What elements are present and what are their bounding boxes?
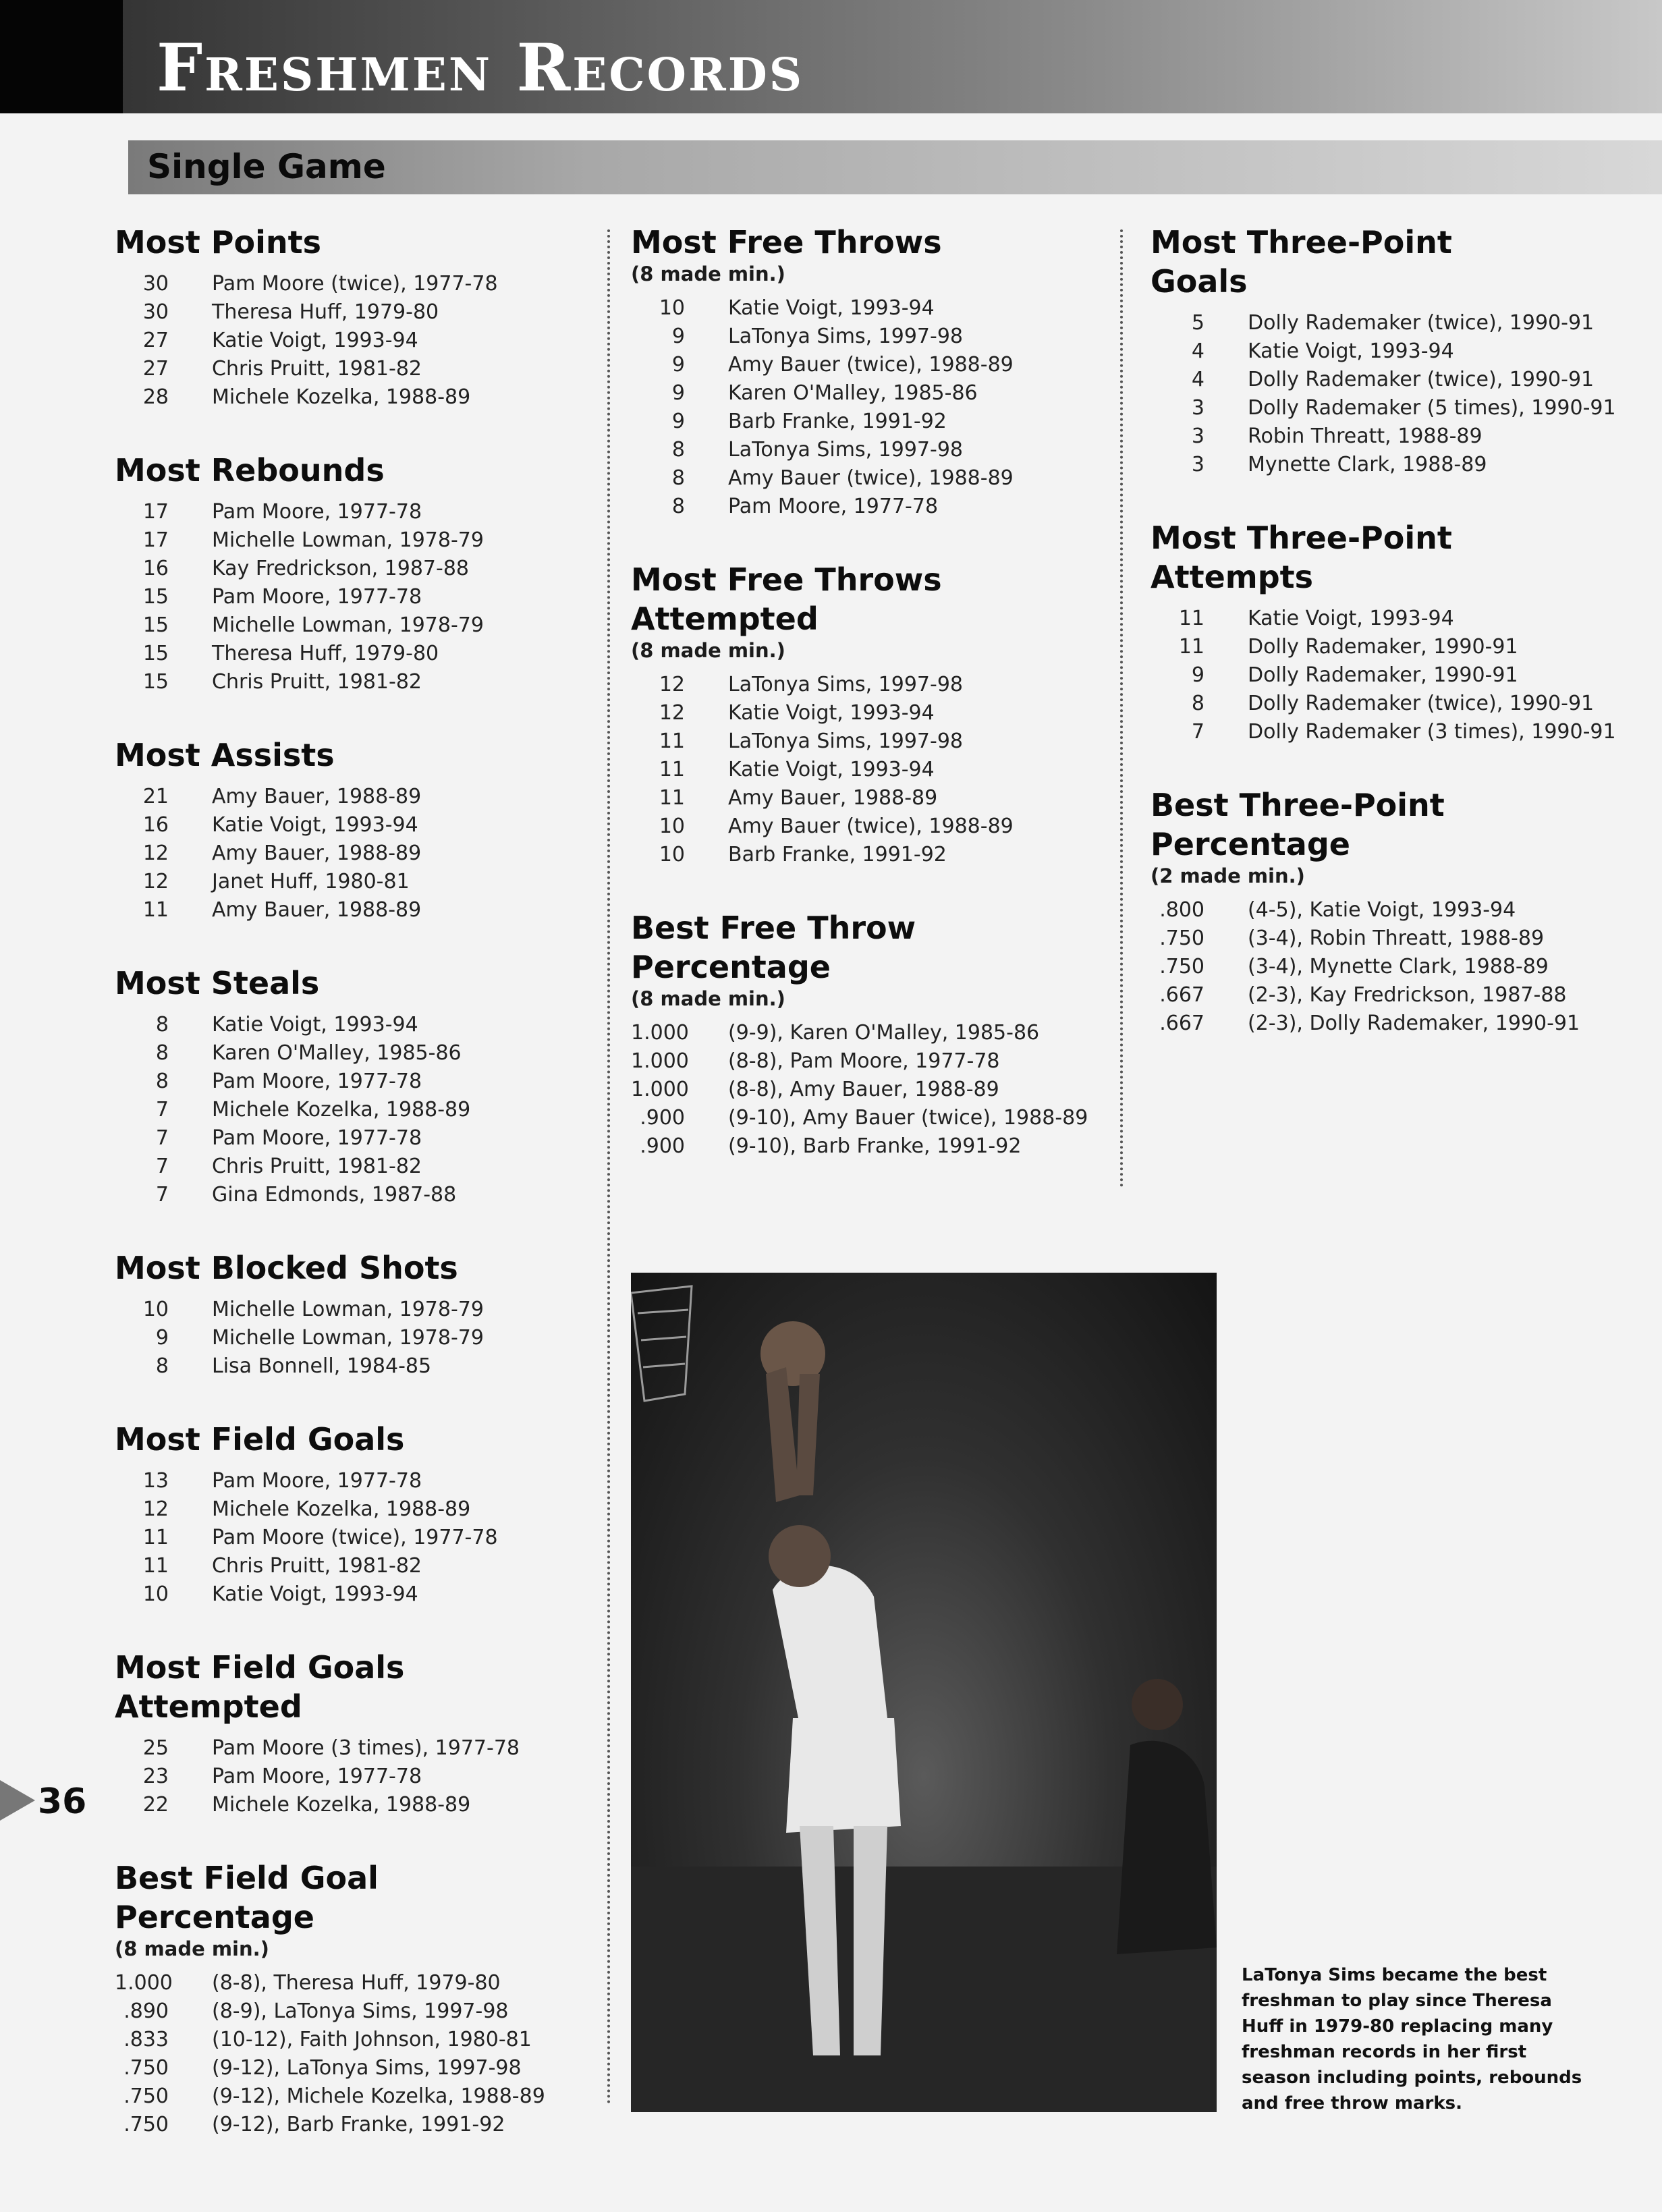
record-section-most-blocked-shots [115, 1248, 601, 1381]
record-row [115, 839, 601, 868]
record-row [631, 1019, 1113, 1047]
record-holder: Michele Kozelka, 1988-89 [212, 385, 471, 409]
record-row [115, 1763, 601, 1791]
record-value: .900 [640, 1106, 685, 1130]
record-holder: (8-8), Amy Bauer, 1988-89 [728, 1078, 999, 1101]
record-row [115, 1791, 601, 1819]
record-value: 10 [142, 1298, 169, 1321]
record-holder: Dolly Rademaker, 1990-91 [1248, 635, 1518, 659]
basketball-player-illustration [631, 1273, 1217, 2112]
record-holder: Katie Voigt, 1993-94 [1248, 339, 1454, 363]
record-value: 8 [671, 438, 685, 462]
record-section-most-three-point-attempts [1151, 518, 1636, 746]
record-value: 8 [671, 495, 685, 518]
record-row [115, 1524, 601, 1552]
record-row [631, 436, 1113, 464]
record-holder: Chris Pruitt, 1981-82 [212, 670, 422, 694]
record-value: 23 [142, 1765, 169, 1788]
page-title: Freshmen Records [157, 30, 804, 106]
record-holder: Pam Moore (twice), 1977-78 [212, 1526, 498, 1549]
record-holder: Janet Huff, 1980-81 [212, 870, 410, 893]
record-holder: (9-12), Barb Franke, 1991-92 [212, 2113, 505, 2136]
record-section-best-free-throw-percentage [631, 908, 1113, 1161]
record-holder: Pam Moore, 1977-78 [212, 585, 422, 609]
record-holder: Dolly Rademaker (twice), 1990-91 [1248, 368, 1595, 391]
record-holder: Katie Voigt, 1993-94 [212, 329, 418, 352]
record-value: 5 [1191, 311, 1204, 335]
record-section-most-free-throws [631, 223, 1113, 521]
record-holder: Theresa Huff, 1979-80 [212, 642, 439, 665]
record-value: 13 [142, 1469, 169, 1493]
record-row [115, 383, 601, 412]
record-row [115, 1039, 601, 1068]
record-holder: Michelle Lowman, 1978-79 [212, 1326, 484, 1350]
record-row [115, 555, 601, 583]
record-list [115, 1734, 601, 1819]
section-title: Best Three-Point Percentage [1151, 787, 1445, 862]
record-row [1151, 309, 1636, 337]
record-holder: Pam Moore, 1977-78 [212, 1469, 422, 1493]
record-value: 12 [659, 673, 685, 696]
record-list [115, 1011, 601, 1209]
section-title: Most Field Goals [115, 1421, 405, 1458]
record-value: 11 [1178, 607, 1204, 630]
record-holder: (9-10), Amy Bauer (twice), 1988-89 [728, 1106, 1088, 1130]
record-holder: Pam Moore (3 times), 1977-78 [212, 1736, 520, 1760]
record-row [631, 841, 1113, 869]
record-value: 25 [142, 1736, 169, 1760]
record-holder: Amy Bauer, 1988-89 [728, 786, 938, 810]
record-holder: Dolly Rademaker (twice), 1990-91 [1248, 311, 1595, 335]
record-row [115, 1969, 601, 1997]
record-value: 8 [155, 1013, 169, 1036]
record-holder: (8-8), Pam Moore, 1977-78 [728, 1049, 1000, 1073]
record-value: 30 [142, 300, 169, 324]
record-value: 11 [142, 898, 169, 922]
record-holder: Michele Kozelka, 1988-89 [212, 1497, 471, 1521]
record-value: 9 [155, 1326, 169, 1350]
record-list [1151, 309, 1636, 479]
record-row [1151, 718, 1636, 746]
record-holder: (8-9), LaTonya Sims, 1997-98 [212, 1999, 509, 2023]
photo-caption: LaTonya Sims became the best freshman to play since Theresa Huff in 1979-80 replacing many freshman records in her first season including points, rebounds and free throw marks. [1242, 1965, 1582, 2113]
record-holder: Amy Bauer, 1988-89 [212, 785, 422, 808]
section-title: Most Field Goals Attempted [115, 1649, 405, 1725]
record-value: .833 [123, 2028, 169, 2051]
record-holder: Amy Bauer, 1988-89 [212, 841, 422, 865]
record-holder: Karen O'Malley, 1985-86 [212, 1041, 462, 1065]
record-row [115, 2054, 601, 2082]
record-holder: Amy Bauer (twice), 1988-89 [728, 814, 1014, 838]
record-row [115, 355, 601, 383]
record-holder: Chris Pruitt, 1981-82 [212, 1155, 422, 1178]
record-row [115, 1467, 601, 1495]
record-value: 15 [142, 670, 169, 694]
record-row [115, 868, 601, 896]
section-note: (8 made min.) [631, 639, 785, 662]
record-row [631, 294, 1113, 323]
record-holder: Pam Moore, 1977-78 [728, 495, 939, 518]
record-value: 17 [142, 500, 169, 524]
record-value: 9 [671, 381, 685, 405]
record-section-best-three-point-percentage [1151, 785, 1636, 1038]
record-holder: Dolly Rademaker (twice), 1990-91 [1248, 692, 1595, 715]
record-holder: LaTonya Sims, 1997-98 [728, 325, 964, 348]
record-holder: Michele Kozelka, 1988-89 [212, 1793, 471, 1817]
section-title: Most Points [115, 224, 321, 260]
section-title: Most Three-Point Goals [1151, 224, 1452, 300]
record-holder: Chris Pruitt, 1981-82 [212, 357, 422, 381]
record-row [115, 668, 601, 696]
record-row [631, 756, 1113, 784]
record-row [115, 1068, 601, 1096]
record-row [115, 1181, 601, 1209]
record-row [1151, 605, 1636, 633]
record-row [631, 408, 1113, 436]
record-list [115, 1296, 601, 1381]
record-holder: LaTonya Sims, 1997-98 [728, 438, 964, 462]
section-title: Best Field Goal Percentage [115, 1860, 379, 1935]
record-holder: Katie Voigt, 1993-94 [212, 1013, 418, 1036]
record-value: .750 [1159, 927, 1204, 950]
section-title: Most Rebounds [115, 452, 385, 489]
record-holder: (2-3), Dolly Rademaker, 1990-91 [1248, 1012, 1580, 1035]
page-arrow-icon [0, 1780, 35, 1821]
record-row [115, 1153, 601, 1181]
record-holder: Theresa Huff, 1979-80 [212, 300, 439, 324]
record-row [115, 583, 601, 611]
record-row [631, 727, 1113, 756]
record-value: 7 [155, 1183, 169, 1207]
record-value: 11 [142, 1526, 169, 1549]
record-row [1151, 690, 1636, 718]
record-list [631, 294, 1113, 521]
record-row [115, 526, 601, 555]
record-value: .750 [123, 2056, 169, 2080]
record-value: .900 [640, 1134, 685, 1158]
record-holder: Kay Fredrickson, 1987-88 [212, 557, 470, 580]
record-row [115, 640, 601, 668]
record-row [115, 1011, 601, 1039]
record-list [631, 671, 1113, 869]
record-value: 12 [142, 841, 169, 865]
record-holder: Michelle Lowman, 1978-79 [212, 528, 484, 552]
record-holder: Amy Bauer, 1988-89 [212, 898, 422, 922]
section-title: Most Free Throws [631, 224, 942, 260]
record-list [115, 783, 601, 924]
record-value: 9 [671, 325, 685, 348]
record-row [115, 2082, 601, 2111]
record-value: 12 [659, 701, 685, 725]
record-row [115, 298, 601, 327]
section-title: Most Steals [115, 965, 320, 1001]
record-row [115, 811, 601, 839]
section-title: Best Free Throw Percentage [631, 910, 916, 985]
record-value: 9 [1191, 663, 1204, 687]
record-value: 15 [142, 642, 169, 665]
record-row [631, 379, 1113, 408]
record-section-most-three-point-goals [1151, 223, 1636, 479]
record-row [631, 1132, 1113, 1161]
record-value: 8 [155, 1354, 169, 1378]
record-section-most-free-throws-attempted [631, 560, 1113, 869]
record-row [115, 1552, 601, 1580]
record-value: 27 [142, 329, 169, 352]
record-value: 9 [671, 410, 685, 433]
record-value: 7 [155, 1098, 169, 1122]
record-row [631, 1047, 1113, 1076]
record-row [631, 784, 1113, 812]
record-holder: Dolly Rademaker (5 times), 1990-91 [1248, 396, 1616, 420]
record-value: 8 [155, 1070, 169, 1093]
record-list [1151, 605, 1636, 746]
column-divider-2 [1120, 229, 1123, 1188]
record-row [115, 1352, 601, 1381]
record-value: 11 [659, 786, 685, 810]
record-row [1151, 953, 1636, 981]
record-holder: LaTonya Sims, 1997-98 [728, 729, 964, 753]
record-value: 16 [142, 813, 169, 837]
title-block [0, 0, 123, 113]
record-holder: Pam Moore, 1977-78 [212, 500, 422, 524]
record-row [115, 2111, 601, 2139]
record-value: 11 [659, 729, 685, 753]
record-holder: Dolly Rademaker (3 times), 1990-91 [1248, 720, 1616, 744]
record-section-most-assists [115, 736, 601, 924]
record-value: 7 [155, 1126, 169, 1150]
record-value: 16 [142, 557, 169, 580]
record-value: 22 [142, 1793, 169, 1817]
record-value: 1.000 [631, 1021, 689, 1045]
record-holder: Michelle Lowman, 1978-79 [212, 1298, 484, 1321]
record-section-most-field-goals-attempted [115, 1648, 601, 1819]
record-value: 12 [142, 870, 169, 893]
record-row [631, 671, 1113, 699]
record-section-most-rebounds [115, 451, 601, 696]
record-holder: (4-5), Katie Voigt, 1993-94 [1248, 898, 1516, 922]
player-photo [631, 1273, 1217, 2112]
record-value: 1.000 [115, 1971, 173, 1995]
record-holder: Katie Voigt, 1993-94 [1248, 607, 1454, 630]
column-divider-1 [607, 229, 610, 2105]
record-row [115, 327, 601, 355]
record-holder: (3-4), Mynette Clark, 1988-89 [1248, 955, 1549, 978]
record-value: 11 [1178, 635, 1204, 659]
record-value: 7 [1191, 720, 1204, 744]
record-section-most-steals [115, 964, 601, 1209]
record-holder: Michelle Lowman, 1978-79 [212, 613, 484, 637]
record-holder: Robin Threatt, 1988-89 [1248, 424, 1483, 448]
record-row [115, 1495, 601, 1524]
record-value: 11 [142, 1554, 169, 1578]
record-holder: Dolly Rademaker, 1990-91 [1248, 663, 1518, 687]
section-title: Most Free Throws Attempted [631, 561, 942, 637]
record-value: 10 [659, 814, 685, 838]
record-holder: Barb Franke, 1991-92 [728, 843, 947, 866]
record-row [631, 351, 1113, 379]
record-holder: Pam Moore, 1977-78 [212, 1070, 422, 1093]
record-value: 28 [142, 385, 169, 409]
record-holder: (9-10), Barb Franke, 1991-92 [728, 1134, 1022, 1158]
record-value: .800 [1159, 898, 1204, 922]
record-value: 10 [659, 843, 685, 866]
section-note: (8 made min.) [631, 987, 785, 1010]
record-row [631, 464, 1113, 493]
record-row [1151, 633, 1636, 661]
record-row [1151, 924, 1636, 953]
record-value: 8 [155, 1041, 169, 1065]
record-holder: Katie Voigt, 1993-94 [728, 701, 935, 725]
record-row [1151, 661, 1636, 690]
record-holder: Pam Moore, 1977-78 [212, 1126, 422, 1150]
record-row [631, 1104, 1113, 1132]
section-note: (8 made min.) [631, 262, 785, 285]
record-row [115, 1734, 601, 1763]
record-holder: Pam Moore (twice), 1977-78 [212, 272, 498, 296]
record-row [1151, 1010, 1636, 1038]
section-title: Most Three-Point Attempts [1151, 520, 1452, 595]
section-note: (2 made min.) [1151, 864, 1305, 887]
record-holder: Karen O'Malley, 1985-86 [728, 381, 978, 405]
record-holder: (2-3), Kay Fredrickson, 1987-88 [1248, 983, 1567, 1007]
column-3 [1151, 223, 1636, 1077]
record-row [1151, 451, 1636, 479]
record-holder: Lisa Bonnell, 1984-85 [212, 1354, 432, 1378]
page-number: 36 [38, 1781, 87, 1822]
record-row [1151, 394, 1636, 422]
record-holder: Barb Franke, 1991-92 [728, 410, 947, 433]
record-holder: (8-8), Theresa Huff, 1979-80 [212, 1971, 501, 1995]
record-holder: (9-12), Michele Kozelka, 1988-89 [212, 2084, 545, 2108]
record-row [1151, 896, 1636, 924]
record-value: 9 [671, 353, 685, 377]
record-row [115, 498, 601, 526]
record-holder: Amy Bauer (twice), 1988-89 [728, 466, 1014, 490]
record-row [631, 812, 1113, 841]
record-value: 1.000 [631, 1049, 689, 1073]
record-row [631, 323, 1113, 351]
record-value: .667 [1159, 1012, 1204, 1035]
record-value: .750 [123, 2113, 169, 2136]
record-value: 7 [155, 1155, 169, 1178]
record-value: 3 [1191, 424, 1204, 448]
record-row [1151, 981, 1636, 1010]
record-row [115, 1124, 601, 1153]
record-value: 30 [142, 272, 169, 296]
record-value: 3 [1191, 453, 1204, 476]
record-value: .750 [1159, 955, 1204, 978]
record-row [631, 1076, 1113, 1104]
record-holder: Katie Voigt, 1993-94 [728, 296, 935, 320]
record-list [115, 1969, 601, 2139]
record-value: .750 [123, 2084, 169, 2108]
section-title: Most Blocked Shots [115, 1250, 458, 1286]
record-value: 12 [142, 1497, 169, 1521]
record-holder: Pam Moore, 1977-78 [212, 1765, 422, 1788]
record-value: 8 [671, 466, 685, 490]
record-value: 3 [1191, 396, 1204, 420]
record-row [115, 1324, 601, 1352]
record-value: 10 [659, 296, 685, 320]
record-holder: Katie Voigt, 1993-94 [212, 1582, 418, 1606]
record-holder: Katie Voigt, 1993-94 [728, 758, 935, 781]
record-section-best-field-goal-percentage [115, 1858, 601, 2139]
record-value: .890 [123, 1999, 169, 2023]
record-row [115, 783, 601, 811]
record-value: 4 [1191, 368, 1204, 391]
record-list [115, 498, 601, 696]
column-1 [115, 223, 601, 2178]
record-list [631, 1019, 1113, 1161]
record-value: 15 [142, 585, 169, 609]
record-row [115, 611, 601, 640]
record-value: 8 [1191, 692, 1204, 715]
record-holder: (9-9), Karen O'Malley, 1985-86 [728, 1021, 1040, 1045]
record-row [115, 1997, 601, 2026]
section-title: Most Assists [115, 737, 335, 773]
record-holder: (10-12), Faith Johnson, 1980-81 [212, 2028, 532, 2051]
record-section-most-field-goals [115, 1420, 601, 1609]
record-row [115, 1296, 601, 1324]
record-holder: LaTonya Sims, 1997-98 [728, 673, 964, 696]
record-value: 4 [1191, 339, 1204, 363]
record-section-most-points [115, 223, 601, 412]
record-value: 15 [142, 613, 169, 637]
section-subtitle: Single Game [147, 147, 386, 186]
record-value: 21 [142, 785, 169, 808]
record-value: 11 [659, 758, 685, 781]
record-row [1151, 337, 1636, 366]
record-holder: (3-4), Robin Threatt, 1988-89 [1248, 927, 1545, 950]
record-row [1151, 422, 1636, 451]
record-value: 17 [142, 528, 169, 552]
record-value: 10 [142, 1582, 169, 1606]
record-value: 27 [142, 357, 169, 381]
record-holder: Chris Pruitt, 1981-82 [212, 1554, 422, 1578]
record-holder: Amy Bauer (twice), 1988-89 [728, 353, 1014, 377]
record-row [115, 270, 601, 298]
record-value: 1.000 [631, 1078, 689, 1101]
record-list [1151, 896, 1636, 1038]
record-row [115, 896, 601, 924]
record-holder: (9-12), LaTonya Sims, 1997-98 [212, 2056, 522, 2080]
record-row [115, 1580, 601, 1609]
record-row [115, 1096, 601, 1124]
column-2 [631, 223, 1113, 1200]
record-list [115, 270, 601, 412]
record-holder: Gina Edmonds, 1987-88 [212, 1183, 457, 1207]
section-note: (8 made min.) [115, 1937, 269, 1960]
record-row [631, 493, 1113, 521]
record-row [631, 699, 1113, 727]
record-value: .667 [1159, 983, 1204, 1007]
record-row [1151, 366, 1636, 394]
record-holder: Michele Kozelka, 1988-89 [212, 1098, 471, 1122]
record-holder: Katie Voigt, 1993-94 [212, 813, 418, 837]
record-list [115, 1467, 601, 1609]
record-holder: Mynette Clark, 1988-89 [1248, 453, 1487, 476]
record-row [115, 2026, 601, 2054]
